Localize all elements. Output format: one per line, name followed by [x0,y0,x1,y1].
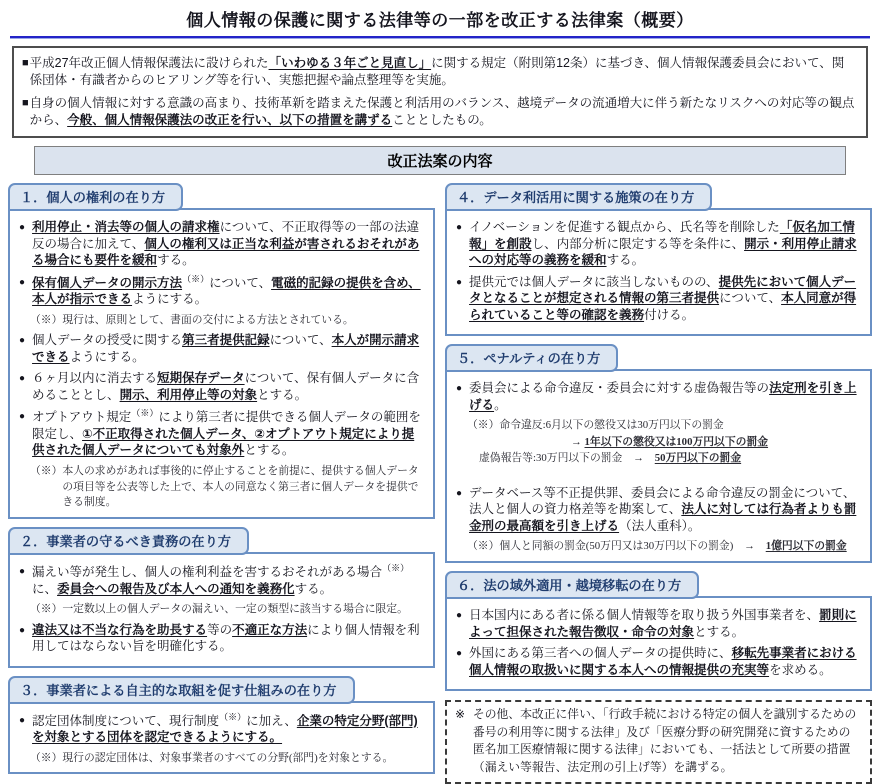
section-title: ６．法の域外適用・越境移転の在り方 [457,578,682,594]
text-run: 1年以下の懲役又は100万円以下の罰金 [584,435,769,448]
section-content-box [445,208,872,336]
dot-bullet-icon: ● [19,335,26,347]
bullet-text [32,712,425,746]
text-run: 保有個人データの開示方法 [32,275,183,290]
bullet-group [16,332,425,365]
section-content-box [445,369,872,563]
text-run: （※）現行は、原則として、書面の交付による方法とされている。 [30,313,354,326]
text-run: （※）命令違反:6月以下の懲役又は30万円以下の罰金 [467,419,724,431]
text-run: 50万円以下の罰金 [654,452,742,465]
intro-summary-box [12,46,868,138]
bullet-item [16,370,425,403]
text-run: により個人情報を利用してはならない旨を明確化する。 [32,622,420,654]
section-title: １．個人の権利の在り方 [20,190,166,205]
bullet-group [453,607,862,640]
text-run: （※）個人と同額の罰金(50万円又は30万円以下の罰金) → [467,540,766,553]
footnote-text [30,751,425,767]
text-run: 開示、利用停止等の対象 [119,387,258,402]
footnote-list [453,539,862,555]
section-content-box [445,596,872,691]
text-run: オプトアウト規定 [32,410,132,425]
bullet-text [32,408,425,459]
text-run: 1億円以下の罰金 [765,540,847,553]
bullet-group [16,622,425,655]
section-2 [8,527,435,668]
left-column [8,183,435,782]
bullet-item [453,485,862,535]
dot-bullet-icon: ● [19,565,26,577]
overall-footnote-text [473,706,862,777]
section-header-tab [8,676,355,704]
dot-bullet-icon: ● [456,222,463,233]
dot-bullet-icon: ● [456,383,463,394]
text-run: 。 [494,397,507,412]
text-run: 委員会への報告及び本人への通知を義務化 [57,581,295,596]
text-run: 外国にある第三者への個人データの提供時に、 [469,646,732,661]
text-run: 第三者提供記録 [182,333,270,348]
text-run: 提供先において個人データとなることが想定される情報の第三者提供 [469,274,857,305]
bullet-text [469,219,862,269]
text-run: 開示・利用停止請求への対応等の義務を緩和 [469,236,857,267]
footnote-text [467,539,862,555]
section-header-tab [445,571,699,599]
bullet-group [16,370,425,403]
bullet-group [453,645,862,678]
text-run: 等の [207,622,233,637]
dot-bullet-icon: ● [19,276,26,288]
dot-bullet-icon: ● [456,487,463,499]
text-run: 罰則によって担保された報告徴収・命令の対象 [469,608,857,639]
bullet-group [16,408,425,511]
footnote-list [453,418,862,467]
text-run: → [571,435,585,448]
footnote-text [30,464,425,511]
bullet-group [453,380,862,467]
section-title: ５．ペナルティの在り方 [457,351,601,366]
text-run: ようにする。 [69,349,145,364]
bullet-item [16,563,425,597]
text-run: 付ける。 [644,307,695,322]
dot-bullet-icon: ● [19,222,26,233]
text-run: （※）本人の求めがあれば事後的に停止することを前提に、提供する個人データの項目等を公表等した上で、本人の同意なく第三者に個人データを提供できる制度。 [30,464,419,509]
text-run: 企業の特定分野(部門)を対象とする団体を認定できるようにする。 [32,713,418,745]
square-bullet-icon: ■ [22,97,29,109]
text-run: により第三者に提供できる個人データの範囲を限定し、 [32,410,421,441]
page-title: 個人情報の保護に関する法律等の一部を改正する法律案（概要） [186,11,694,30]
bullet-text [469,274,862,324]
bullet-text [32,332,425,365]
text-run: 提供元では個人データに該当しないものの、 [469,274,719,289]
text-run: を求める。 [769,662,832,677]
bullet-text [32,563,425,597]
text-run: 平成27年改正個人情報保護法に設けられた [29,56,269,70]
overall-footnote-box [445,700,872,784]
text-run: 違法又は不当な行為を助長する [32,622,208,637]
text-run: 電磁的記録の提供を含め、本人が指示できる [32,275,421,307]
bullet-item [16,332,425,365]
text-run: 漏えい等が発生し、個人の権利利益を害するおそれがある場合 [32,565,383,580]
two-column-layout [0,183,880,784]
section-content-box [8,208,435,519]
text-run: （※）現行の認定団体は、対象事業者のすべての分野(部門)を対象とする。 [30,751,394,764]
bullet-text [469,380,862,413]
footnote-text [30,313,425,329]
text-run: する。 [294,581,333,596]
text-run: 委員会による命令違反・委員会に対する虚偽報告等の [469,381,770,395]
text-run: 「いわゆる３年ごと見直し」 [268,56,432,70]
bullet-item [16,712,425,746]
text-run: に、 [32,581,58,596]
footnote-text [571,435,862,451]
intro-bullet-text [30,95,856,128]
text-run: とする。 [244,443,295,458]
bullet-item [453,274,862,324]
text-run: 認定団体制度について、現行制度 [32,713,220,728]
bullet-item [453,219,862,269]
text-run: （※） [131,408,159,419]
text-run: （※） [182,273,210,284]
title-divider-rule [10,36,870,39]
text-run: ①不正取得された個人データ、②オプトアウト規定により提供された個人データについても対象外 [32,426,415,458]
text-run: 法定刑を引き上げる [469,381,857,412]
text-run: （※） [219,711,247,722]
dot-bullet-icon: ● [456,610,463,622]
text-run: について、 [209,275,272,290]
intro-bullet-text [30,55,856,88]
text-run: 「仮名加工情報」を創設 [469,220,855,251]
section-header-tab [445,183,712,211]
text-run: 短期保存データ [157,371,245,386]
text-run: について、保有個人データに含めることとし、 [32,371,420,402]
section-4 [445,183,872,336]
text-run: 不適正な方法 [232,622,308,637]
text-run: する。 [606,253,645,267]
footnote-text [30,602,425,618]
dot-bullet-icon: ● [19,624,26,636]
text-run: し、内部分析に限定する等を条件に、 [531,236,745,251]
bullet-item [453,607,862,640]
text-run: に関する規定（附則第12条）に基づき、個人情報保護委員会において、関係団体・有識者からのヒアリング等を行い、実態把握や論点整理等を実施。 [29,56,845,87]
bullet-item [16,274,425,308]
bullet-text [469,485,862,535]
text-run: ようにする。 [132,292,208,307]
contents-banner: 改正法案の内容 [34,146,846,175]
bullet-item [16,622,425,655]
dot-bullet-icon: ● [19,714,26,726]
text-run: （法人重科）。 [619,518,701,533]
text-run: とする。 [257,387,308,402]
footnote-list [16,464,425,511]
text-run: 移転先事業者における個人情報の取扱いに関する本人への情報提供の充実等 [469,646,857,677]
text-run: に加え、 [246,713,297,728]
footnote-text [479,451,862,467]
section-content-box [8,552,435,668]
footnote-text [467,418,862,434]
bullet-group [16,712,425,767]
bullet-group [453,274,862,324]
footnote-list [16,751,425,767]
bullet-text [469,645,862,678]
text-run: 利用停止・消去等の個人の請求権 [32,220,220,234]
bullet-group [16,219,425,269]
section-header-tab [8,183,183,211]
text-run: イノベーションを促進する観点から、氏名等を削除した [469,220,780,234]
intro-bullet [22,55,856,88]
section-6 [445,571,872,691]
section-title: ３．事業者による自主的な取組を促す仕組みの在り方 [20,682,337,698]
text-run: データベース等不正提供罪、委員会による命令違反の罰金について、法人と個人の資力格差等を勘案して、 [469,485,856,517]
bullet-group [16,274,425,329]
text-run: 自身の個人情報に対する意識の高まり、技術革新を踏まえた保護と利活用のバランス、越境データの流通増大に伴う新たなリスクへの対応等の観点から、 [29,96,855,127]
text-run: こととしたもの。 [392,112,492,127]
text-run: 個人データの授受に関する [32,333,183,348]
section-3 [8,676,435,775]
text-run: 本人が開示請求できる [32,333,420,364]
text-run: ６ヶ月以内に消去する [32,371,158,386]
footnote-list [16,602,425,618]
text-run: する。 [157,253,195,267]
text-run: とする。 [694,624,745,639]
reference-mark-icon: ※ [455,707,465,722]
section-1 [8,183,435,519]
bullet-group [16,563,425,618]
section-content-box [8,701,435,775]
text-run: （※） [382,562,410,573]
text-run: について、 [719,291,782,305]
bullet-item [16,408,425,459]
intro-bullet [22,95,856,128]
text-run: 法人に対しては行為者よりも罰金刑の最高額を引き上げる [469,502,857,533]
dot-bullet-icon: ● [19,373,26,385]
section-title: ２．事業者の守るべき責務の在り方 [20,533,231,549]
footnote-list [16,313,425,329]
bullet-text [32,622,425,655]
square-bullet-icon: ■ [22,57,29,69]
dot-bullet-icon: ● [19,411,26,423]
bullet-group [453,485,862,555]
bullet-text [32,274,425,308]
text-run: 本人同意が得られていること等の確認を義務 [469,291,857,322]
text-run: その他、本改正に伴い、「行政手続における特定の個人を識別するための番号の利用等に関する法律」及び「医療分野の研究開発に資するための匿名加工医療情報に関する法律」においても、一括法として所要の措置（漏えい等報告、法定刑の引上げ等）を講ずる。 [472,707,857,775]
text-run: について、不正取得等の一部の法違反の場合に加えて、 [32,220,420,251]
dot-bullet-icon: ● [456,276,463,288]
section-header-tab [445,344,618,372]
section-title: ４．データ利活用に関する施策の在り方 [457,190,695,205]
dot-bullet-icon: ● [456,648,463,660]
text-run: 今般、個人情報保護法の改正を行い、以下の措置を講ずる [67,112,393,127]
bullet-item [16,219,425,269]
bullet-item [453,645,862,678]
text-run: 日本国内にある者に係る個人情報等を取り扱う外国事業者を、 [469,608,820,623]
bullet-text [469,607,862,640]
bullet-group [453,219,862,269]
bullet-item [453,380,862,413]
text-run: 虚偽報告等:30万円以下の罰金 → [479,452,655,465]
text-run: （※）一定数以上の個人データの漏えい、一定の類型に該当する場合に限定。 [30,603,408,616]
text-run: について、 [269,333,332,348]
right-column [445,183,872,784]
section-5 [445,344,872,563]
bullet-text [32,219,425,269]
bullet-text [32,370,425,403]
section-header-tab [8,527,249,555]
text-run: 個人の権利又は正当な利益が害されるおそれがある場合にも要件を緩和 [32,236,420,267]
